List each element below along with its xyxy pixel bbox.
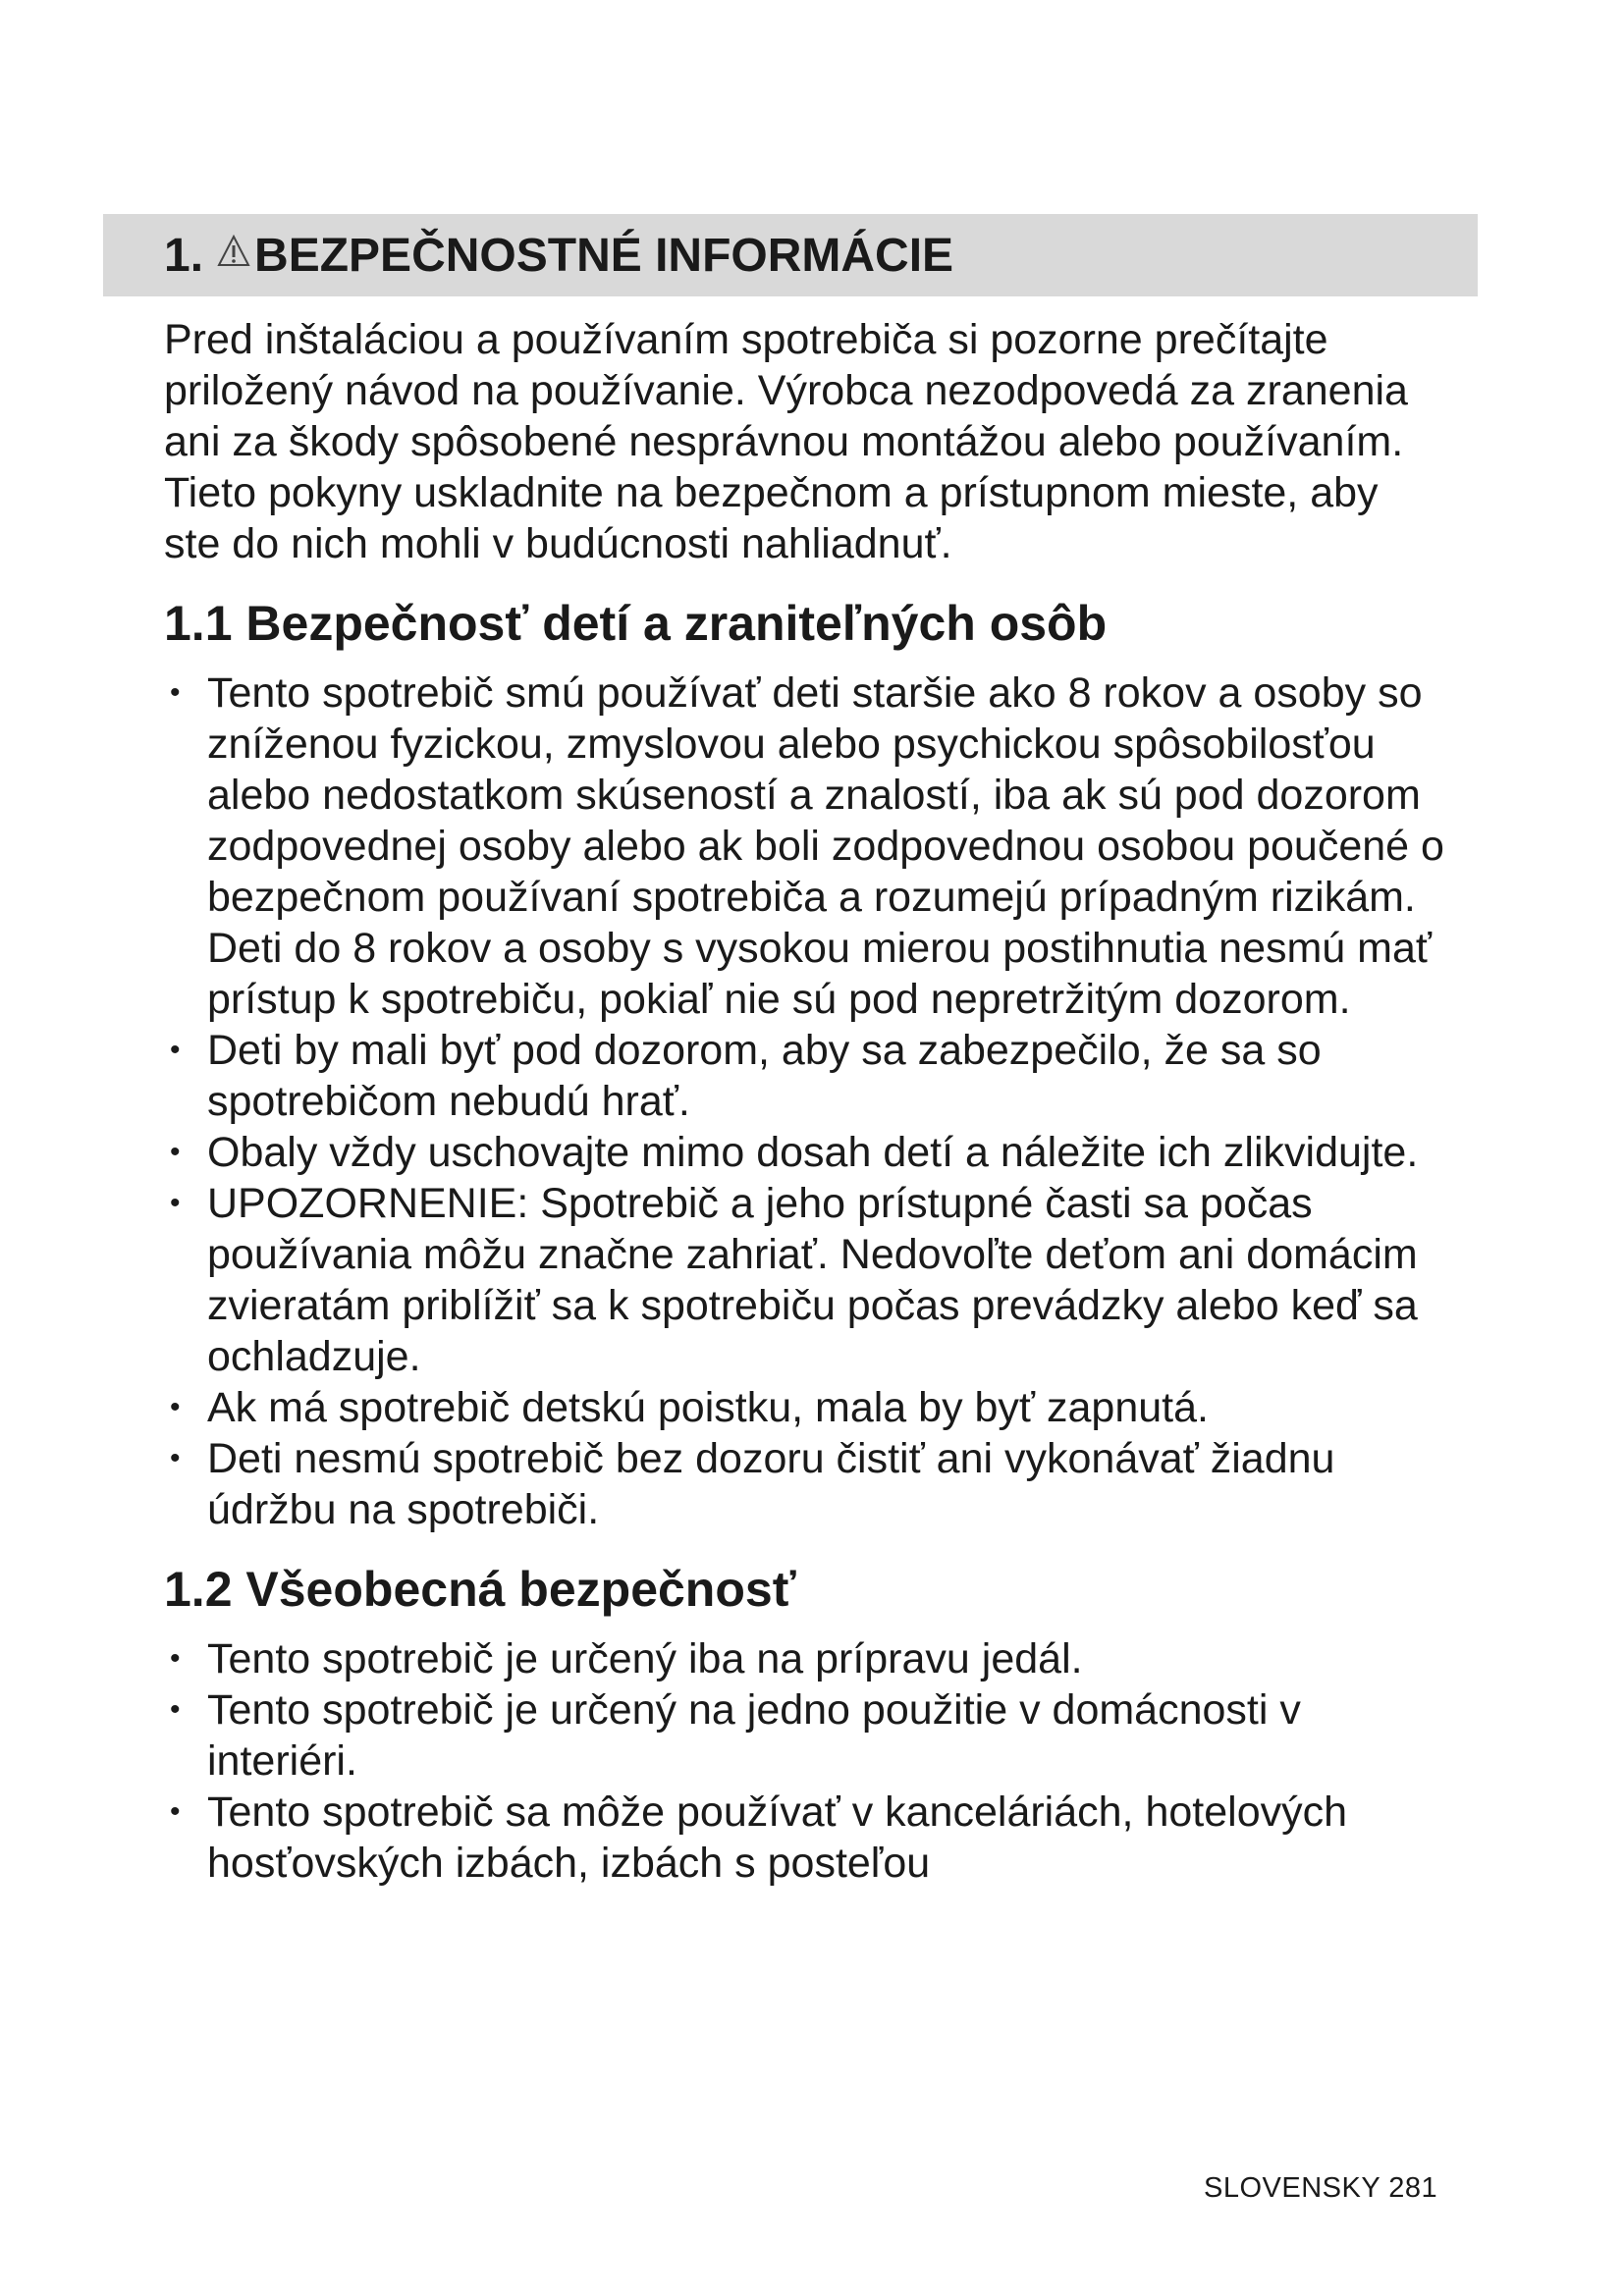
section-number: 1. (164, 229, 204, 282)
section-header (103, 214, 1478, 296)
warning-triangle-icon (217, 235, 250, 268)
list-item: • Ak má spotrebič detskú poistku, mala by byť zapnutá. (164, 1382, 1474, 1433)
list-item: • Tento spotrebič smú používať deti staršie ako 8 rokov a osoby so zníženou fyzickou, zmyslovou alebo psychickou spôsobilosťou alebo nedostatkom skúseností a znalostí, iba ak sú pod dozorom zodpovednej osoby alebo ak boli zodpovednou osobou poučené o bezpečnom používaní spotrebiča a rozumejú prípadným rizikám. Deti do 8 rokov a osoby s vysokou mierou postihnutia nesmú mať prístup k spotrebiču, pokiaľ nie sú pod nepretržitým dozorom. (164, 667, 1474, 1025)
page-content (164, 314, 1480, 1889)
subsection-1-title: 1.1 Bezpečnosť detí a zraniteľných osôb (164, 596, 1108, 651)
intro-paragraph: Pred inštaláciou a používaním spotrebiča si pozorne prečítajte priložený návod na používanie. Výrobca nezodpovedá za zranenia ani za škody spôsobené nesprávnou montážou alebo používaním. Tieto pokyny uskladnite na bezpečnom a prístupnom mieste, aby ste do nich mohli v budúcnosti nahliadnuť. (164, 316, 1408, 567)
subsection-2-list (164, 1633, 1480, 1889)
list-item: • Tento spotrebič je určený na jedno použitie v domácnosti v interiéri. (164, 1684, 1415, 1787)
list-item: • Deti nesmú spotrebič bez dozoru čistiť ani vykonávať žiadnu údržbu na spotrebiči. (164, 1433, 1474, 1535)
list-item: • Tento spotrebič sa môže používať v kanceláriách, hotelových hosťovských izbách, izbách s posteľou (164, 1787, 1415, 1889)
list-item: • Deti by mali byť pod dozorom, aby sa zabezpečilo, že sa so spotrebičom nebudú hrať. (164, 1025, 1474, 1127)
subsection-2-title: 1.2 Všeobecná bezpečnosť (164, 1562, 796, 1617)
list-item: • Obaly vždy uschovajte mimo dosah detí a náležite ich zlikvidujte. (164, 1127, 1474, 1178)
section-title: BEZPEČNOSTNÉ INFORMÁCIE (254, 229, 954, 282)
subsection-1-list (164, 667, 1480, 1535)
list-item: • Tento spotrebič je určený iba na prípravu jedál. (164, 1633, 1415, 1684)
page-footer: SLOVENSKY 281 (1204, 2172, 1438, 2204)
list-item: • UPOZORNENIE: Spotrebič a jeho prístupné časti sa počas používania môžu značne zahriať. Nedovoľte deťom ani domácim zvieratám priblížiť sa k spotrebiču počas prevádzky alebo keď sa ochladzuje. (164, 1178, 1474, 1382)
